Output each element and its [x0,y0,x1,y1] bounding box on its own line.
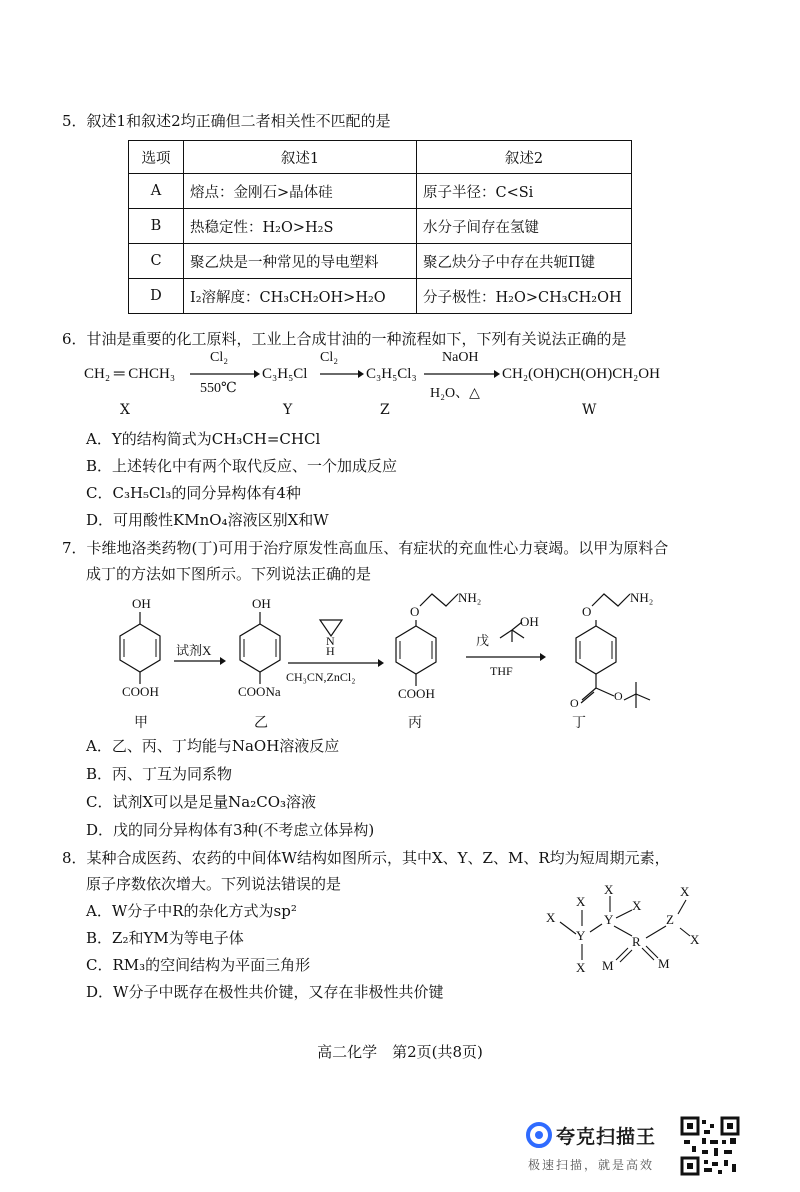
atom-r: R [632,934,641,949]
brand-name: 夸克扫描王 [556,1126,657,1148]
atom-y: Y [576,928,586,943]
aziridine-hydrogen: H [326,644,335,658]
q8-option-d: D．W分子中既存在极性共价键，又存在非极性共价键 [86,983,444,1001]
table-row [129,279,632,314]
reaction-arrow [174,656,226,666]
q8-stem-line1: 8．某种合成医药、农药的中间体W结构如图所示，其中X、Y、Z、M、R均为短周期元素， [62,849,670,867]
reaction-arrow [466,652,546,662]
table-header-cell: 叙述2 [417,141,632,174]
substituent-label: COOH [398,686,435,701]
arrow3-condition: H₂O、△ [430,386,480,401]
benzene-ring-icon [112,612,168,692]
oxygen-atom: O [570,696,579,710]
formula-y: C₃H₅Cl [262,366,308,382]
reaction-arrow [424,368,500,378]
atom-z: Z [666,912,674,927]
hydroxyl-label: OH [520,614,539,629]
compound-label: 乙 [254,716,268,731]
q5-stem: 5．叙述1和叙述2均正确但二者相关性不匹配的是 [62,112,391,130]
atom-m: M [602,958,614,973]
atom-x: X [690,932,700,947]
table-cell: D [129,279,184,314]
table-cell: 水分子间存在氢键 [417,209,632,244]
substituent-label: OH [132,596,151,611]
oxygen-atom: O [410,604,420,619]
compound-label: Y [283,402,293,418]
arrow3-reagent: 戊 [476,633,490,648]
table-cell: 分子极性：H₂O>CH₃CH₂OH [417,279,632,314]
atom-x: X [604,882,614,897]
q6-option-b: B．上述转化中有两个取代反应、一个加成反应 [86,457,398,475]
q6-option-d: D．可用酸性KMnO₄溶液区别X和W [86,511,329,529]
q7-reaction-scheme [90,590,730,734]
q8-option-c: C．RM₃的空间结构为平面三角形 [86,956,311,974]
formula-w: CH₂(OH)CH(OH)CH₂OH [502,366,660,382]
substituent-label: COOH [122,684,159,699]
compound-label: 甲 [134,716,148,731]
atom-x: X [632,898,642,913]
q7-option-d: D．戊的同分异构体有3种(不考虑立体异构) [86,821,375,839]
table-cell: C [129,244,184,279]
substituent-label: NH₂ [630,590,654,605]
table-header-cell: 叙述1 [184,141,417,174]
table-row [129,209,632,244]
q5-table [128,140,632,314]
q7-option-b: B．丙、丁互为同系物 [86,765,233,783]
oxygen-atom: O [614,689,623,703]
q6-option-a: A．Y的结构简式为CH₃CH=CHCl [86,430,321,448]
arrow1-reagent: Cl₂ [210,350,229,365]
q8-option-b: B．Z₂和YM为等电子体 [86,929,244,947]
arrow3-condition: THF [490,664,513,678]
atom-m: M [658,956,670,971]
q8-option-a: A．W分子中R的杂化方式为sp² [86,902,297,920]
q7-option-c: C．试剂X可以是足量Na₂CO₃溶液 [86,793,317,811]
qr-code-icon [680,1116,740,1176]
compound-label: Z [380,402,390,418]
atom-x: X [546,910,556,925]
benzene-ring-icon [232,612,288,692]
q8-stem-line2: 原子序数依次增大。下列说法错误的是 [86,875,342,893]
compound-label: X [120,402,130,418]
atom-x: X [576,960,586,975]
table-cell: A [129,174,184,209]
q6-reaction-scheme [80,350,720,420]
atom-y: Y [604,912,614,927]
oxygen-atom: O [582,604,592,619]
formula-z: C₃H₅Cl₃ [366,366,417,382]
table-cell: 聚乙炔分子中存在共轭Π键 [417,244,632,279]
table-cell: B [129,209,184,244]
compound-label: 丙 [408,716,422,731]
table-header-cell: 选项 [129,141,184,174]
table-cell: 原子半径：C<Si [417,174,632,209]
table-header-row [129,141,632,174]
table-cell: 熔点：金刚石>晶体硅 [184,174,417,209]
reaction-arrow [190,368,260,378]
substituent-label: NH₂ [458,590,482,605]
table-row [129,244,632,279]
table-row [129,174,632,209]
arrow1-condition: 550℃ [200,381,237,396]
scanner-watermark [526,1118,676,1176]
brand-slogan: 极速扫描，就是高效 [528,1158,655,1172]
arrow1-reagent: 试剂X [176,643,212,658]
q8-w-structure [540,880,720,980]
arrow2-reagent: Cl₂ [320,350,339,365]
substituent-label: COONa [238,684,281,699]
page-footer: 高二化学 第2页(共8页) [317,1043,483,1061]
reaction-arrow [320,368,364,378]
q7-stem-line2: 成丁的方法如下图所示。下列说法正确的是 [86,565,372,583]
q7-stem-line1: 7．卡维地洛类药物(丁)可用于治疗原发性高血压、有症状的充血性心力衰竭。以甲为原料合 [62,539,669,557]
atom-x: X [576,894,586,909]
q6-stem: 6．甘油是重要的化工原料，工业上合成甘油的一种流程如下，下列有关说法正确的是 [62,330,627,348]
table-cell: 热稳定性：H₂O>H₂S [184,209,417,244]
reaction-arrow [288,658,384,668]
substituent-label: OH [252,596,271,611]
benzene-ring-icon [388,620,444,694]
q7-option-a: A．乙、丙、丁均能与NaOH溶液反应 [86,737,340,755]
formula-x: CH₂ ═ CHCH₃ [84,366,176,382]
table-cell: I₂溶解度：CH₃CH₂OH>H₂O [184,279,417,314]
arrow3-reagent: NaOH [442,350,479,365]
compound-label: 丁 [572,716,586,731]
aziridine-nitrogen: N [326,634,335,648]
bond-lines-icon [540,880,720,980]
table-cell: 聚乙炔是一种常见的导电塑料 [184,244,417,279]
compound-label: W [582,402,597,418]
q6-option-c: C．C₃H₅Cl₃的同分异构体有4种 [86,484,301,502]
atom-x: X [680,884,690,899]
arrow2-condition: CH₃CN,ZnCl₂ [286,670,356,684]
quark-logo-icon [526,1122,552,1148]
